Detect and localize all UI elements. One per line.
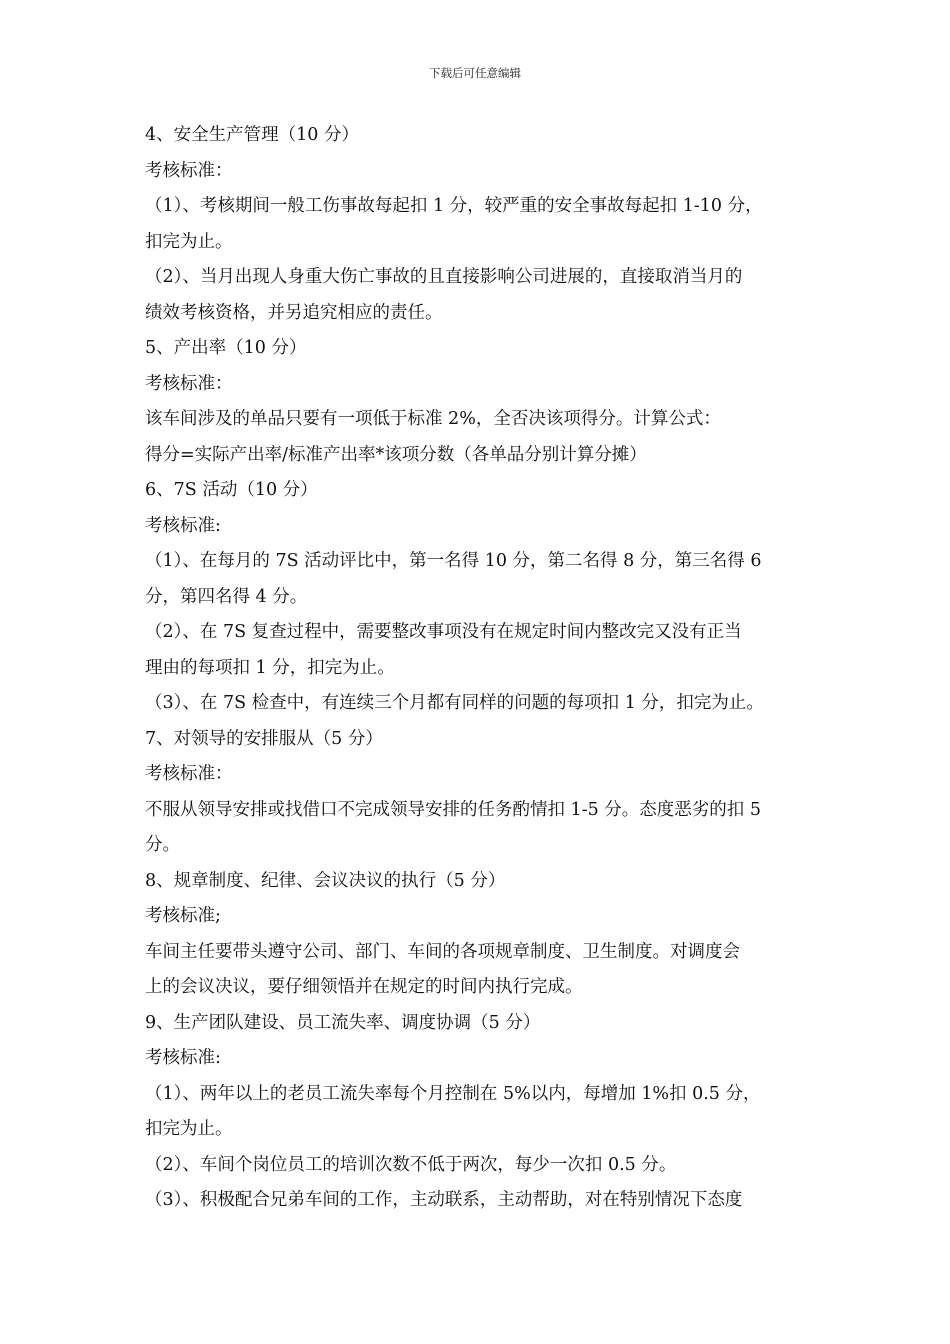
- section-heading: 7、对领导的安排服从（5 分）: [145, 728, 383, 749]
- paragraph-line: （1）、两年以上的老员工流失率每个月控制在 5%以内，每增加 1%扣 0.5 分，: [145, 1083, 761, 1104]
- document-body: [145, 118, 825, 1219]
- criteria-label: 考核标准：: [145, 373, 233, 394]
- section-heading: 9、生产团队建设、员工流失率、调度协调（5 分）: [145, 1012, 541, 1033]
- paragraph-line: 绩效考核资格，并另追究相应的责任。: [145, 302, 443, 323]
- section-heading: 5、产出率（10 分）: [145, 338, 307, 358]
- paragraph-line: 分，第四名得 4 分。: [145, 586, 308, 607]
- criteria-label: 考核标准:: [145, 1048, 221, 1068]
- paragraph-line: 分。: [145, 835, 180, 855]
- paragraph-line: 扣完为止。: [145, 231, 233, 252]
- paragraph-line: 理由的每项扣 1 分，扣完为止。: [145, 657, 395, 678]
- criteria-label: 考核标准;: [145, 906, 221, 926]
- paragraph-line: （1）、在每月的 7S 活动评比中，第一名得 10 分，第二名得 8 分，第三名得 6: [145, 551, 762, 571]
- paragraph-line: 上的会议决议，要仔细领悟并在规定的时间内执行完成。: [145, 977, 583, 997]
- paragraph-line: （2）、车间个岗位员工的培训次数不低于两次，每少一次扣 0.5 分。: [145, 1154, 677, 1175]
- paragraph-line: 得分=实际产出率/标准产出率*该项分数（各单品分别计算分摊）: [145, 444, 647, 465]
- paragraph-line: （2）、在 7S 复查过程中，需要整改事项没有在规定时间内整改完又没有正当: [145, 622, 742, 642]
- criteria-label: 考核标准:: [145, 515, 221, 536]
- paragraph-line: 车间主任要带头遵守公司、部门、车间的各项规章制度、卫生制度。对调度会: [145, 941, 740, 962]
- paragraph-line: （3）、积极配合兄弟车间的工作，主动联系，主动帮助，对在特别情况下态度: [145, 1190, 743, 1210]
- section-heading: 6、7S 活动（10 分）: [145, 480, 318, 500]
- criteria-label: 考核标准：: [145, 764, 233, 784]
- paragraph-line: （3）、在 7S 检查中，有连续三个月都有同样的问题的每项扣 1 分，扣完为止。: [145, 693, 764, 713]
- section-heading: 8、规章制度、纪律、会议决议的执行（5 分）: [145, 870, 506, 891]
- paragraph-line: （2）、当月出现人身重大伤亡事故的且直接影响公司进展的，直接取消当月的: [145, 267, 743, 287]
- paragraph-line: 该车间涉及的单品只要有一项低于标准 2%，全否决该项得分。计算公式：: [145, 409, 721, 429]
- paragraph-line: 扣完为止。: [145, 1119, 233, 1139]
- paragraph-line: （1）、考核期间一般工伤事故每起扣 1 分，较严重的安全事故每起扣 1-10 分，: [145, 196, 763, 216]
- paragraph-line: 不服从领导安排或找借口不完成领导安排的任务酌情扣 1-5 分。态度恶劣的扣 5: [145, 799, 762, 820]
- criteria-label: 考核标准：: [145, 160, 233, 181]
- page-header: 下载后可任意编辑: [429, 66, 521, 80]
- section-heading: 4、安全生产管理（10 分）: [145, 125, 359, 145]
